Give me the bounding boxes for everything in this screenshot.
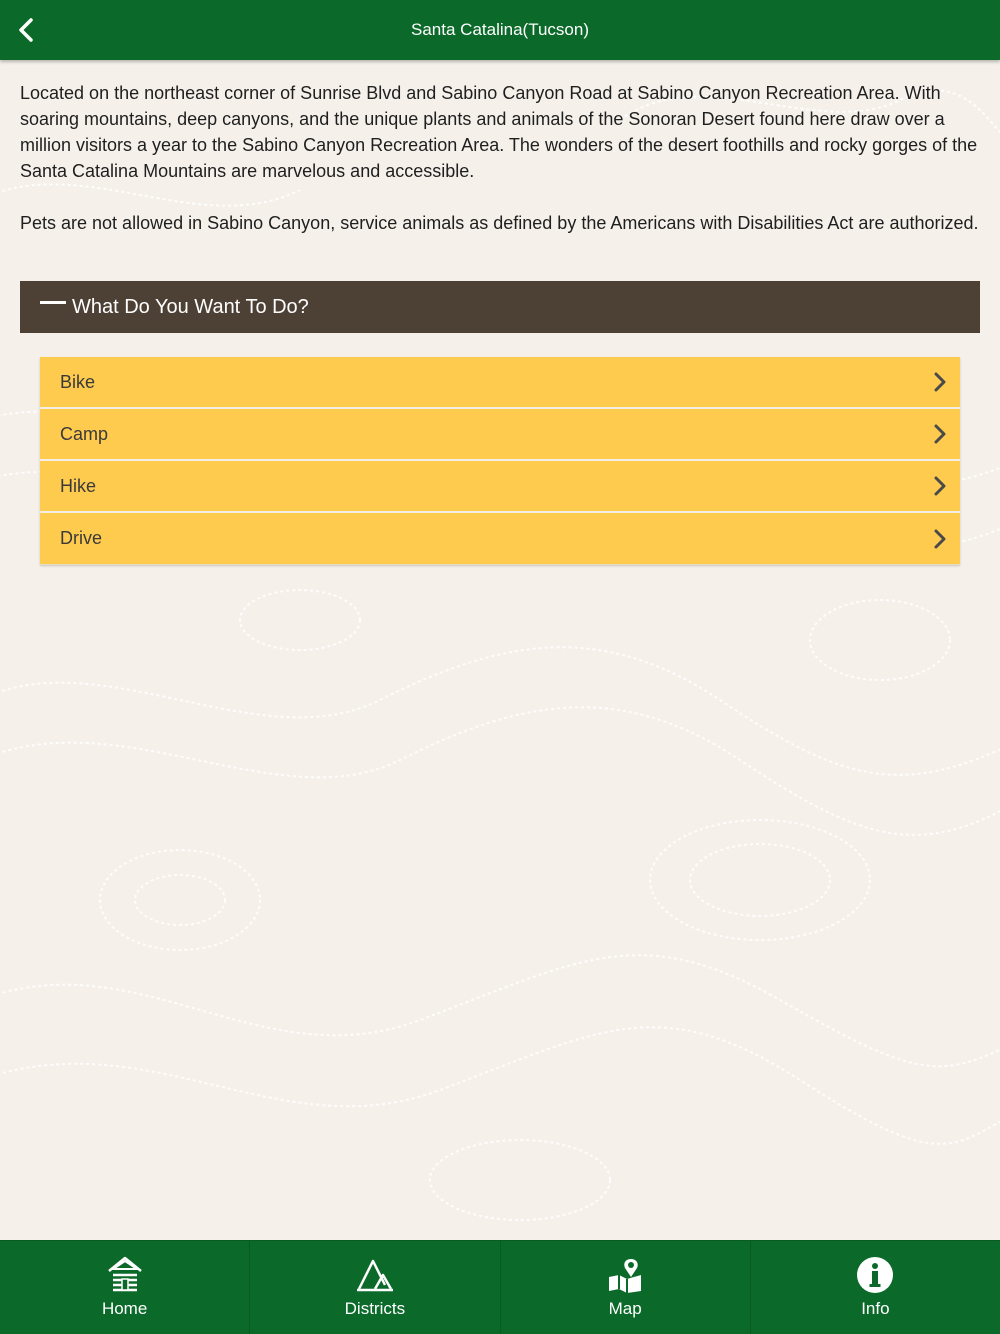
activity-label: Hike bbox=[60, 475, 97, 496]
activity-label: Camp bbox=[60, 423, 109, 444]
page-title: Santa Catalina(Tucson) bbox=[411, 20, 589, 39]
cabin-icon bbox=[103, 1253, 147, 1297]
tab-home[interactable] bbox=[0, 1241, 250, 1334]
chevron-right-icon bbox=[930, 370, 950, 394]
activity-label: Bike bbox=[60, 371, 96, 392]
description-paragraph: Located on the northeast corner of Sunrise Blvd and Sabino Canyon Road at Sabino Canyon Recreation Area. With soaring mountains, deep canyons, and the unique plants and animals of the Sonoran Desert found here draw over a million visitors a year to the Sabino Canyon Recreation Area. The wonders of the desert foothills and rocky gorges of the Santa Catalina Mountains are marvelous and accessible. bbox=[20, 83, 978, 181]
description bbox=[20, 80, 980, 236]
navigation-bar bbox=[0, 0, 1000, 60]
section-title: What Do You Want To Do? bbox=[72, 295, 309, 318]
tab-label: Info bbox=[861, 1299, 890, 1318]
tab-districts[interactable] bbox=[250, 1241, 500, 1334]
tab-label: Districts bbox=[344, 1299, 406, 1318]
activity-list bbox=[40, 357, 960, 565]
section-header-collapse-toggle[interactable] bbox=[20, 281, 980, 333]
chevron-right-icon bbox=[930, 422, 950, 446]
map-pin-icon bbox=[603, 1253, 647, 1297]
tab-bar bbox=[0, 1240, 1000, 1334]
tab-info[interactable] bbox=[751, 1241, 1000, 1334]
info-icon bbox=[853, 1253, 897, 1297]
chevron-left-icon bbox=[16, 17, 36, 43]
back-button[interactable] bbox=[8, 12, 44, 48]
minus-icon bbox=[40, 301, 66, 304]
description-paragraph: Pets are not allowed in Sabino Canyon, service animals as defined by the Americans with Disabilities Act are authorized. bbox=[20, 213, 979, 233]
activity-item-hike[interactable] bbox=[40, 461, 960, 513]
tab-label: Home bbox=[101, 1299, 148, 1318]
activity-label: Drive bbox=[60, 528, 103, 548]
chevron-right-icon bbox=[930, 474, 950, 498]
activity-item-bike[interactable] bbox=[40, 357, 960, 409]
tab-label: Map bbox=[608, 1299, 642, 1318]
activity-item-camp[interactable] bbox=[40, 409, 960, 461]
mountain-icon bbox=[353, 1253, 397, 1297]
tab-map[interactable] bbox=[501, 1241, 751, 1334]
activity-item-drive[interactable] bbox=[40, 513, 960, 565]
chevron-right-icon bbox=[930, 527, 950, 551]
